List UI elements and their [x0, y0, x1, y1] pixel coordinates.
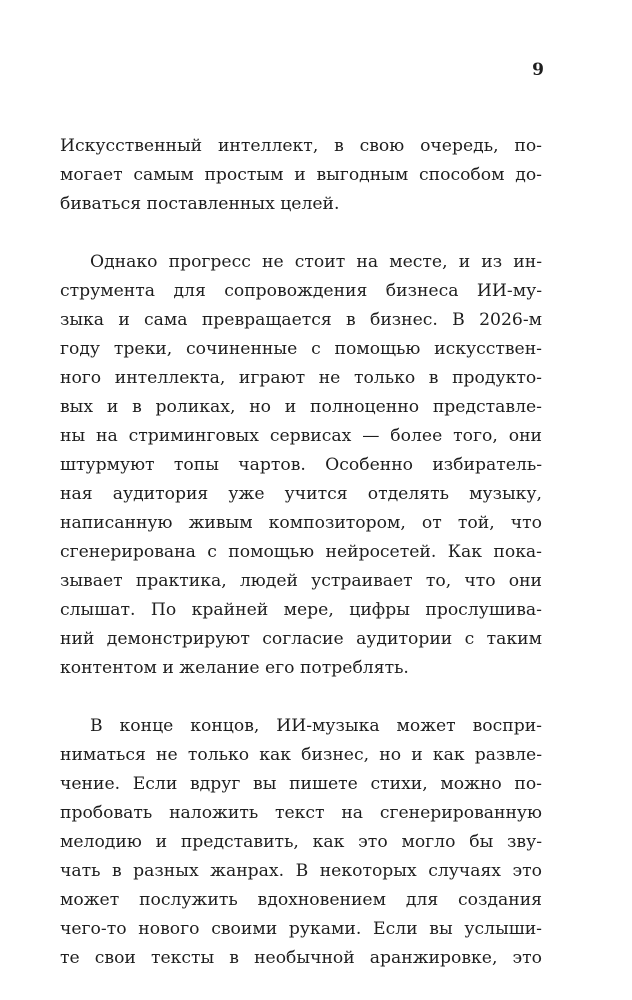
text-line: В конце концов, ИИ-музыка может воспри-	[90, 716, 542, 736]
text-line: слышат. По крайней мере, цифры прослушива-	[60, 600, 542, 620]
text-line: может послужить вдохновением для создания	[60, 890, 542, 910]
text-line: чать в разных жанрах. В некоторых случаях это	[60, 861, 542, 881]
text-line: написанную живым композитором, от той, что	[60, 513, 542, 533]
text-line: штурмуют топы чартов. Особенно избиратель-	[60, 455, 542, 475]
text-line: чение. Если вдруг вы пишете стихи, можно по-	[60, 774, 542, 794]
body-text	[60, 132, 542, 973]
text-line: ны на стриминговых сервисах — более того, они	[60, 426, 542, 446]
text-line: мелодию и представить, как это могло бы зву-	[60, 832, 542, 852]
text-line: ная аудитория уже учится отделять музыку,	[60, 484, 542, 504]
text-line: вых и в роликах, но и полноценно представле-	[60, 397, 542, 417]
text-line: биваться поставленных целей.	[60, 194, 340, 214]
text-line: ниматься не только как бизнес, но и как развле-	[60, 745, 542, 765]
text-line: чего-то нового своими руками. Если вы услыши-	[60, 919, 542, 939]
text-line: струмента для сопровождения бизнеса ИИ-му-	[60, 281, 542, 301]
text-line: Искусственный интеллект, в свою очередь, по-	[60, 136, 542, 156]
text-line: Однако прогресс не стоит на месте, и из ин-	[90, 252, 542, 272]
text-line: те свои тексты в необычной аранжировке, это	[60, 948, 542, 968]
page-number: 9	[532, 60, 544, 80]
text-line: зывает практика, людей устраивает то, что они	[60, 571, 542, 591]
paragraph-1	[60, 132, 542, 219]
text-line: ного интеллекта, играют не только в продукто-	[60, 368, 542, 388]
text-line: зыка и сама превращается в бизнес. В 2026-м	[60, 310, 542, 330]
text-line: сгенерирована с помощью нейросетей. Как пока-	[60, 542, 542, 562]
text-line: пробовать наложить текст на сгенерированную	[60, 803, 542, 823]
text-line: году треки, сочиненные с помощью искусствен-	[60, 339, 542, 359]
text-line: контентом и желание его потреблять.	[60, 658, 409, 678]
text-line: могает самым простым и выгодным способом до-	[60, 165, 542, 185]
text-line: ний демонстрируют согласие аудитории с таким	[60, 629, 542, 649]
paragraph-2	[60, 248, 542, 683]
paragraph-3	[60, 712, 542, 973]
